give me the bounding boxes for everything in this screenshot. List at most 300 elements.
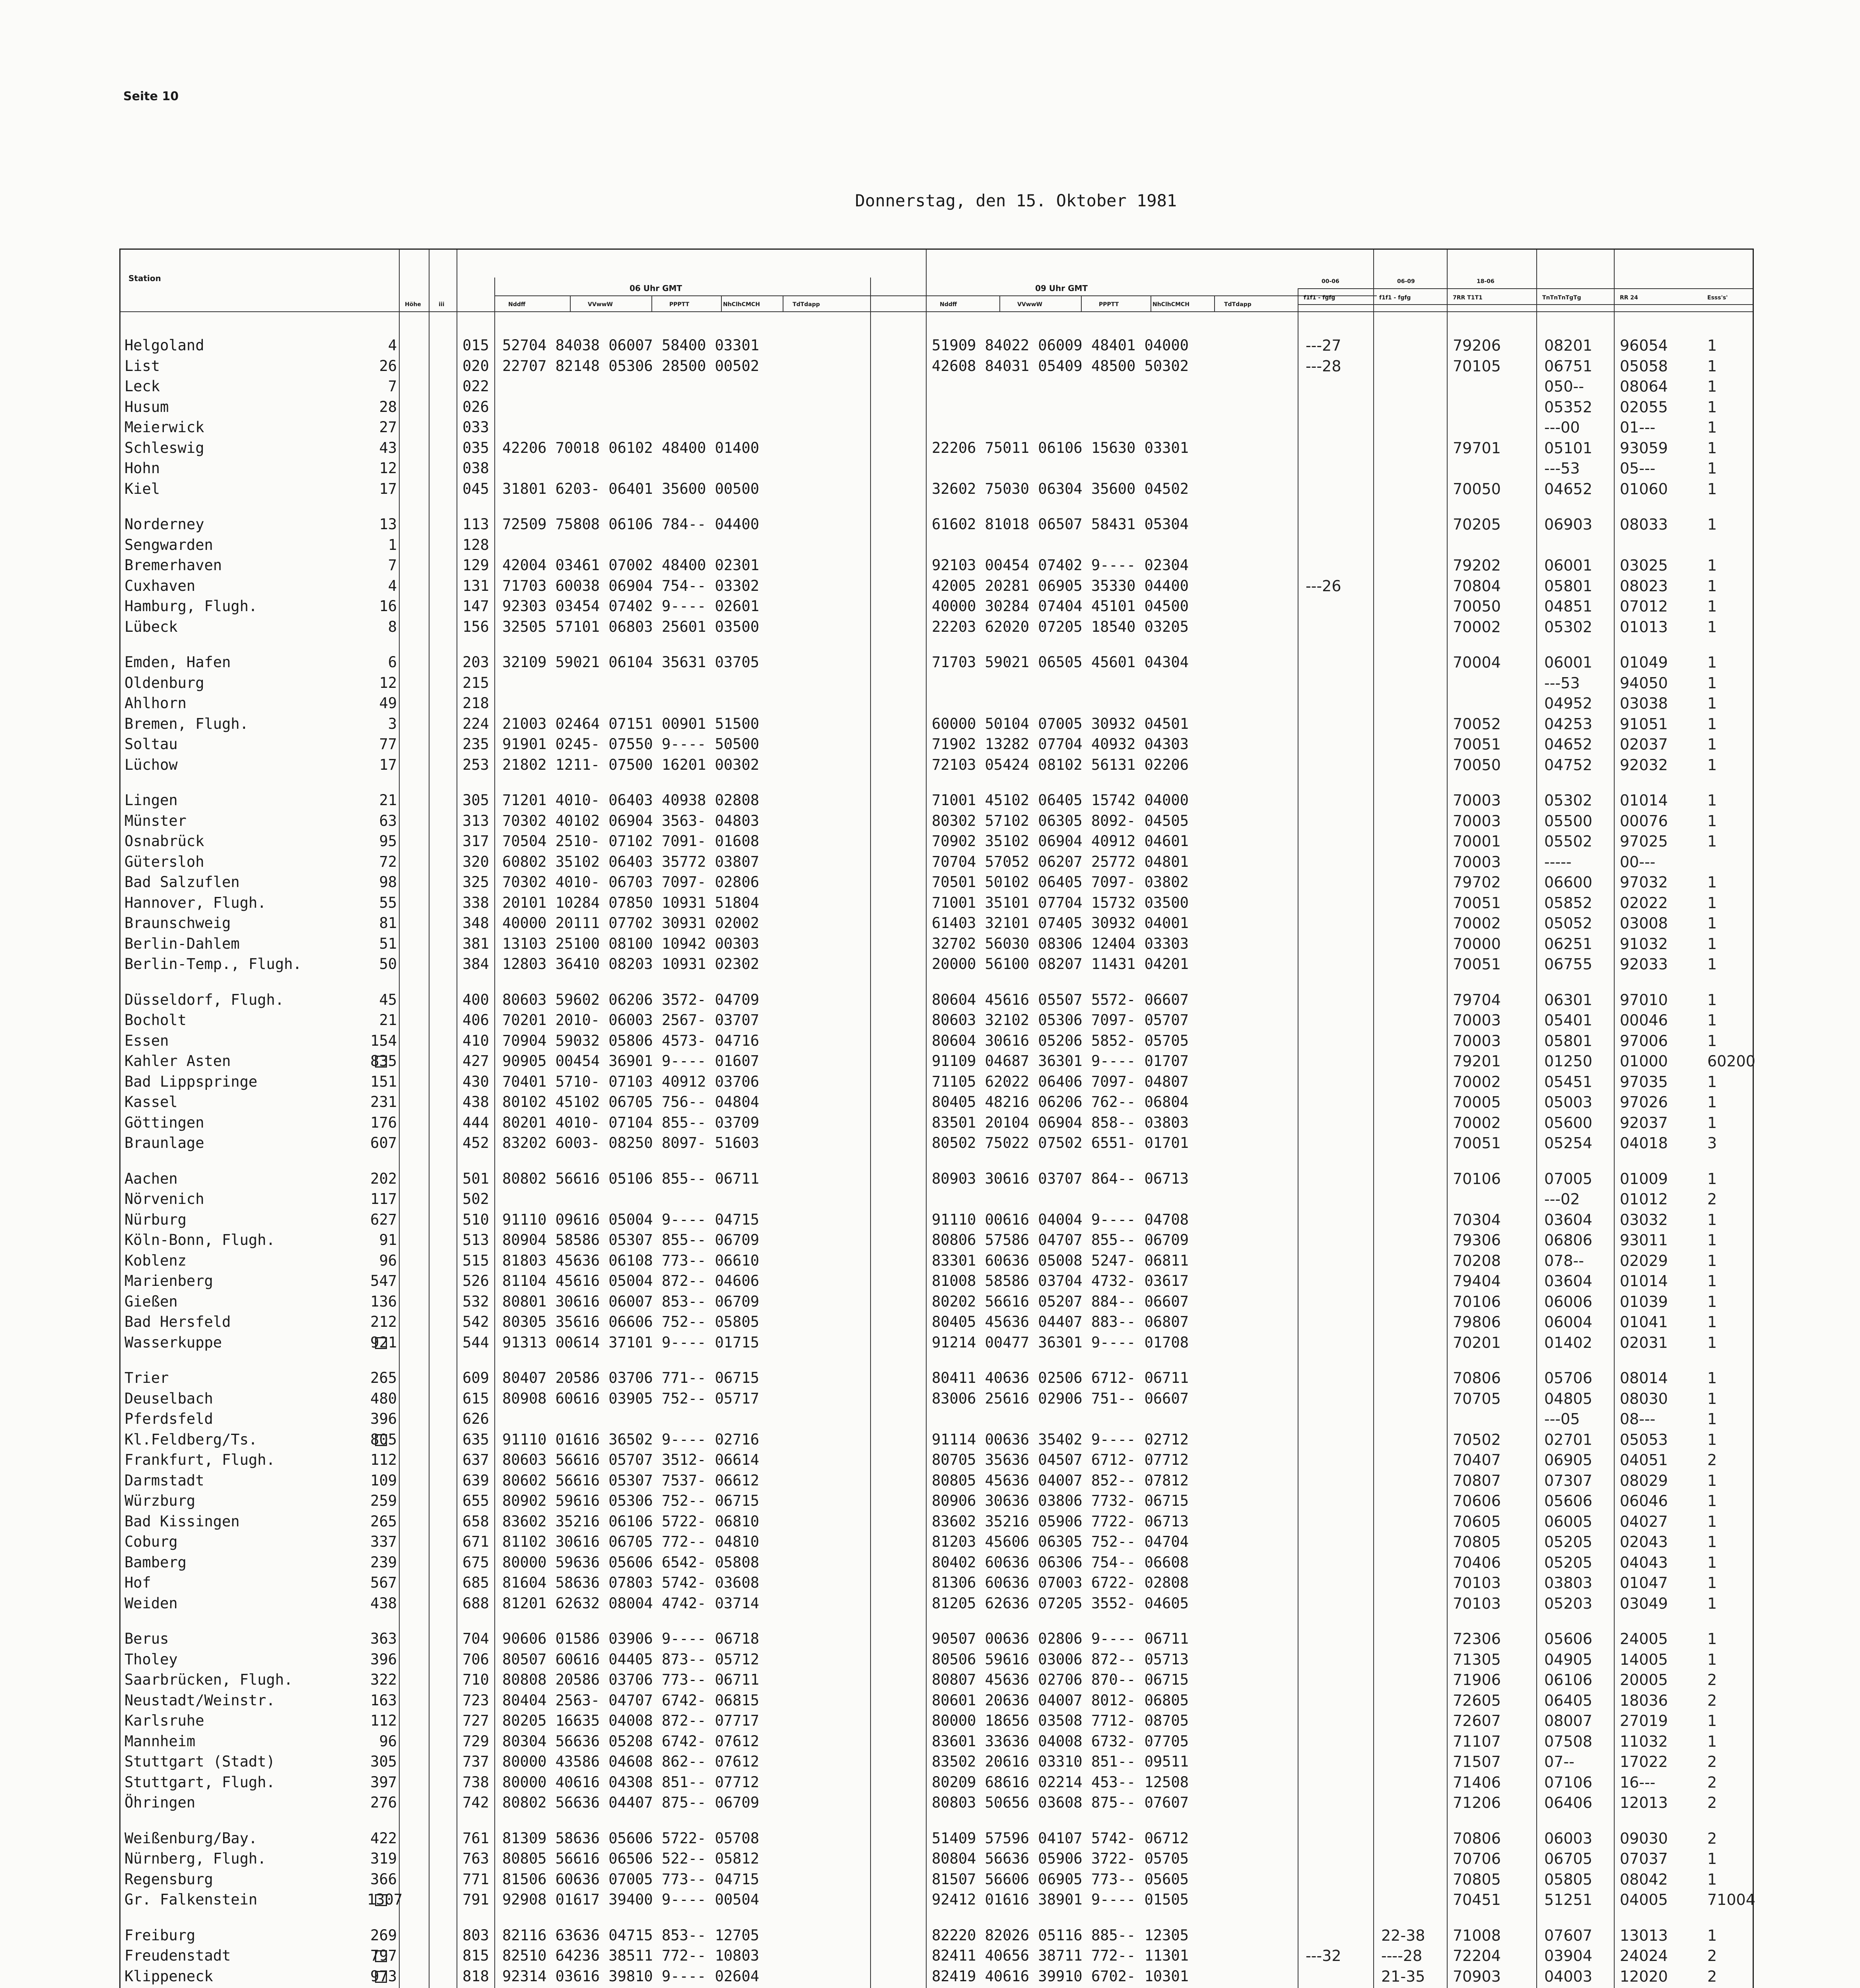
station-height (367, 1986, 397, 1988)
obs-06-gmt: 92908 01617 39400 9---- 00504 (502, 1891, 760, 1908)
table-row (121, 1409, 1755, 1429)
rr24: 27019 (1620, 1712, 1668, 1730)
temp-extremes: 05003 (1544, 1093, 1592, 1111)
rr-temp: 70451 (1453, 1891, 1501, 1908)
obs-09-gmt: 83502 20616 03310 851-- 09511 (932, 1753, 1189, 1770)
rr24 (1620, 1986, 1668, 1988)
rr-temp: 70106 (1453, 1293, 1501, 1310)
rr24: 08--- (1620, 1410, 1656, 1428)
rr24: 00076 (1620, 812, 1668, 830)
rr24: 00--- (1620, 853, 1656, 871)
station-height: 7 (388, 378, 397, 395)
table-row (121, 1271, 1755, 1291)
snow-code: 1 (1707, 1011, 1717, 1029)
station-number: 771 (463, 1870, 489, 1888)
temp-extremes: 05805 (1544, 1870, 1592, 1888)
snow-code: 1 (1707, 398, 1717, 416)
mountain-station-box-icon (375, 1337, 387, 1349)
rr-temp: 72607 (1453, 1712, 1501, 1730)
station-number: 035 (463, 439, 489, 456)
snow-code: 1 (1707, 1712, 1717, 1730)
table-row (121, 1751, 1755, 1772)
rr24: 01012 (1620, 1190, 1668, 1208)
table-row (121, 1731, 1755, 1752)
snow-code: 1 (1707, 439, 1717, 457)
rr24: 02037 (1620, 736, 1668, 753)
table-row (121, 934, 1755, 954)
snow-code: 1 (1707, 598, 1717, 615)
obs-06-gmt: 80201 4010- 07104 855-- 03709 (502, 1114, 760, 1131)
station-number: 235 (463, 736, 489, 753)
obs-06-gmt: 32109 59021 06104 35631 03705 (502, 654, 760, 671)
gust-col-1: f1f1 - fgfg (1304, 295, 1335, 301)
obs-06-gmt: 32505 57101 06803 25601 03500 (502, 618, 760, 635)
temp-extremes: 06751 (1544, 357, 1592, 375)
obs-09-gmt: 91114 00636 35402 9---- 02712 (932, 1431, 1189, 1448)
station-name: Hohn (124, 460, 160, 477)
station-number: 532 (463, 1293, 489, 1310)
obs-06-gmt: 70201 2010- 06003 2567- 03707 (502, 1011, 760, 1029)
station-number: 791 (463, 1891, 489, 1908)
snow-code: 3 (1707, 1134, 1717, 1152)
snow-code: 1 (1707, 1334, 1717, 1351)
temp-extremes: 05451 (1544, 1073, 1592, 1091)
station-number: 224 (463, 715, 489, 732)
station-height: 797 (370, 1947, 397, 1964)
station-name: List (124, 357, 160, 375)
snow-code: 1 (1707, 1272, 1717, 1290)
table-row (121, 535, 1755, 555)
station-number: 685 (463, 1574, 489, 1591)
snow-code: 1 (1707, 337, 1717, 354)
obs-06-gmt: 80507 60616 04405 873-- 05712 (502, 1650, 760, 1668)
obs-06-gmt: 72509 75808 06106 784-- 04400 (502, 516, 760, 533)
station-number: 803 (463, 1926, 489, 1944)
obs-09-gmt: 61602 81018 06507 58431 05304 (932, 516, 1189, 533)
rr24: 01009 (1620, 1170, 1668, 1188)
station-number: 313 (463, 812, 489, 829)
snow-code: 60200 (1707, 1052, 1755, 1070)
obs-06-gmt: 70302 40102 06904 3563- 04803 (502, 812, 760, 829)
snow-code: 1 (1707, 1293, 1717, 1310)
temp-extremes: 06405 (1544, 1691, 1592, 1709)
obs-06-gmt: 52704 84038 06007 58400 03301 (502, 337, 760, 354)
obs-09-gmt: 80604 45616 05507 5572- 06607 (932, 991, 1189, 1008)
station-number: 020 (463, 357, 489, 375)
temp-extremes: 06705 (1544, 1850, 1592, 1868)
station-number: 430 (463, 1073, 489, 1090)
station-height: 6 (388, 654, 397, 671)
rr-temp: 70002 (1453, 1114, 1501, 1132)
station-height: 98 (379, 874, 397, 891)
obs-06-gmt: 91110 01616 36502 9---- 02716 (502, 1431, 760, 1448)
table-row (121, 1772, 1755, 1793)
rr24: 92032 (1620, 756, 1668, 774)
temp-extremes: 08007 (1544, 1712, 1592, 1730)
rr-temp: 70606 (1453, 1492, 1501, 1510)
table-row (121, 514, 1755, 535)
snow-code: 1 (1707, 460, 1717, 477)
temp-extremes: 06251 (1544, 935, 1592, 953)
snow-code: 1 (1707, 991, 1717, 1009)
station-number: 128 (463, 536, 489, 553)
temp-extremes: 04652 (1544, 736, 1592, 753)
station-height: 202 (370, 1170, 397, 1187)
rr-temp: 70003 (1453, 1011, 1501, 1029)
table-row (121, 1010, 1755, 1031)
station-number: 737 (463, 1753, 489, 1770)
temp-extremes: ---53 (1544, 460, 1580, 477)
rr-temp: 72605 (1453, 1691, 1501, 1709)
temp-extremes: 05254 (1544, 1134, 1592, 1152)
station-height: 49 (379, 695, 397, 712)
station-name: Bad Kissingen (124, 1512, 240, 1530)
snow-code: 1 (1707, 557, 1717, 574)
rr-temp: 71906 (1453, 1671, 1501, 1689)
station-name: Darmstadt (124, 1472, 204, 1489)
rr24: 92033 (1620, 955, 1668, 973)
rr24: 94050 (1620, 674, 1668, 692)
obs-09-gmt: 72103 05424 08102 56131 02206 (932, 756, 1189, 773)
obs-09-gmt: 32702 56030 08306 12404 03303 (932, 935, 1189, 952)
table-row (121, 1649, 1755, 1670)
station-height: 112 (370, 1712, 397, 1729)
obs-06-gmt: 13103 25100 08100 10942 00303 (502, 935, 760, 952)
rr-temp: 70050 (1453, 480, 1501, 498)
mountain-station-box-icon (375, 1434, 387, 1446)
temp-extremes: 07508 (1544, 1732, 1592, 1750)
table-row (121, 954, 1755, 975)
obs-06-gmt: 81803 45636 06108 773-- 06610 (502, 1252, 760, 1269)
obs-06-gmt: 40000 20111 07702 30931 02002 (502, 914, 760, 932)
station-name: Marienberg (124, 1272, 213, 1289)
temp-extremes: 05302 (1544, 618, 1592, 636)
iii-header: iii (439, 301, 445, 308)
temp-extremes: 04952 (1544, 695, 1592, 712)
obs-09-gmt: 80804 56636 05906 3722- 05705 (932, 1850, 1189, 1867)
table-row (121, 1966, 1755, 1987)
temp-extremes: 06005 (1544, 1512, 1592, 1530)
rr-temp: 71107 (1453, 1732, 1501, 1750)
temp-extremes: ---00 (1544, 419, 1580, 436)
mountain-station-box-icon (375, 1056, 387, 1068)
snow-code: 1 (1707, 1594, 1717, 1612)
temp-extremes: 03604 (1544, 1272, 1592, 1290)
station-height: 567 (370, 1574, 397, 1591)
rr-temp: 70050 (1453, 598, 1501, 615)
station-number: 639 (463, 1472, 489, 1489)
obs-06-gmt: 91313 00614 37101 9---- 01715 (502, 1334, 760, 1351)
rr-temp: 70002 (1453, 1073, 1501, 1091)
station-name: Berlin-Dahlem (124, 935, 240, 952)
obs-09-gmt: 80806 57586 04707 855-- 06709 (932, 1231, 1189, 1248)
temp-extremes: 05502 (1544, 833, 1592, 850)
snow-code: 2 (1707, 1947, 1717, 1965)
obs-09-gmt: 80000 18656 03508 7712- 08705 (932, 1712, 1189, 1729)
table-row (121, 596, 1755, 617)
temp-extremes: 04905 (1544, 1650, 1592, 1668)
temp-extremes: 01250 (1544, 1052, 1592, 1070)
station-number: 406 (463, 1011, 489, 1029)
station-height: 212 (370, 1313, 397, 1330)
obs-09-gmt: 81507 56606 06905 773-- 05605 (932, 1870, 1189, 1888)
rr24: 03025 (1620, 557, 1668, 574)
temp-extremes: 05205 (1544, 1553, 1592, 1571)
station-number: 761 (463, 1829, 489, 1847)
rr-temp: 70903 (1453, 1967, 1501, 1985)
station-height: 81 (379, 914, 397, 932)
station-height: 547 (370, 1272, 397, 1289)
table-row (121, 1429, 1755, 1450)
station-name: Lübeck (124, 618, 178, 635)
station-height: 4 (388, 337, 397, 354)
rr24: 11032 (1620, 1732, 1668, 1750)
obs-06-gmt: 80902 59616 05306 752-- 06715 (502, 1492, 760, 1509)
station-number: 026 (463, 398, 489, 415)
station-name: Mannheim (124, 1732, 196, 1750)
snow-code: 1 (1707, 480, 1717, 498)
snow-code: 1 (1707, 833, 1717, 850)
table-row (121, 335, 1755, 356)
station-number: 502 (463, 1190, 489, 1208)
temp-extremes: 06006 (1544, 1293, 1592, 1310)
station-name: Deuselbach (124, 1390, 213, 1407)
rr24: 97026 (1620, 1093, 1668, 1111)
temp-extremes: 05052 (1544, 914, 1592, 932)
snow-code: 1 (1707, 1369, 1717, 1387)
temp-extremes: 05801 (1544, 1032, 1592, 1050)
temp-extremes: 05606 (1544, 1630, 1592, 1648)
obs-06-gmt: 21802 1211- 07500 16201 00302 (502, 756, 760, 773)
gust-00-06: ---26 (1306, 577, 1341, 595)
obs-09-gmt: 82220 82026 05116 885-- 12305 (932, 1926, 1189, 1944)
rr-temp: 70502 (1453, 1431, 1501, 1448)
snow-code: 1 (1707, 756, 1717, 774)
station-number (463, 1986, 489, 1988)
station-name: Gießen (124, 1293, 178, 1310)
table-row (121, 693, 1755, 714)
rr24: 05058 (1620, 357, 1668, 375)
station-number: 727 (463, 1712, 489, 1729)
obs-09-gmt: 71105 62022 06406 7097- 04807 (932, 1073, 1189, 1090)
station-name: Sengwarden (124, 536, 213, 553)
obs-09-gmt: 80405 45636 04407 883-- 06807 (932, 1313, 1189, 1330)
obs-06-gmt: 21003 02464 07151 00901 51500 (502, 715, 760, 732)
temp-extremes: 04003 (1544, 1967, 1592, 1985)
table-row (121, 1869, 1755, 1890)
col06-vvwww: VVwwW (588, 301, 613, 308)
temp-extremes: 07-- (1544, 1753, 1574, 1771)
obs-09-gmt: 83602 35216 05906 7722- 06713 (932, 1512, 1189, 1530)
obs-06-gmt: 60802 35102 06403 35772 03807 (502, 853, 760, 870)
obs-09-gmt: 91110 00616 04004 9---- 04708 (932, 1211, 1189, 1228)
rr24-col: RR 24 (1620, 295, 1638, 301)
station-name: Braunlage (124, 1134, 204, 1151)
station-height: 607 (370, 1134, 397, 1151)
rr-temp: 70806 (1453, 1829, 1501, 1847)
snow-code: 2 (1707, 1691, 1717, 1709)
obs-09-gmt: 91109 04687 36301 9---- 01707 (932, 1052, 1189, 1070)
snow-code: 1 (1707, 894, 1717, 912)
obs-06-gmt: 81102 30616 06705 772-- 04810 (502, 1533, 760, 1550)
obs-06-gmt: 80802 56636 04407 875-- 06709 (502, 1794, 760, 1811)
station-number: 038 (463, 460, 489, 477)
obs-06-gmt: 82116 63636 04715 853-- 12705 (502, 1926, 760, 1944)
temp-extremes: 06301 (1544, 991, 1592, 1009)
temp-col: TnTnTnTgTg (1542, 295, 1581, 301)
snow-code: 1 (1707, 1850, 1717, 1868)
station-height: 51 (379, 935, 397, 952)
rr24: 08029 (1620, 1472, 1668, 1489)
obs-09-gmt: 83601 33636 04008 6732- 07705 (932, 1732, 1189, 1750)
table-row (121, 555, 1755, 576)
table-row (121, 1925, 1755, 1946)
rr24: 08023 (1620, 577, 1668, 595)
table-row (121, 1031, 1755, 1051)
rr24: 01013 (1620, 618, 1668, 636)
station-number: 203 (463, 654, 489, 671)
table-row (121, 356, 1755, 377)
station-name: Bremerhaven (124, 557, 222, 574)
rr-temp: 79404 (1453, 1272, 1501, 1290)
temp-extremes: 03604 (1544, 1211, 1592, 1229)
observation-table (119, 248, 1754, 1988)
station-height: 112 (370, 1451, 397, 1468)
station-name: Freiburg (124, 1926, 196, 1944)
station-name: Hannover, Flugh. (124, 894, 266, 911)
station-height: 12 (379, 674, 397, 691)
station-name: Weißenburg/Bay. (124, 1829, 258, 1847)
snow-code: 1 (1707, 1926, 1717, 1944)
station-number: 320 (463, 853, 489, 870)
rr24: 97025 (1620, 833, 1668, 850)
obs-06-gmt: 80602 56616 05307 7537- 06612 (502, 1472, 760, 1489)
table-row (121, 1291, 1755, 1312)
table-row (121, 1133, 1755, 1153)
snow-code: 1 (1707, 1553, 1717, 1571)
rr24: 08033 (1620, 516, 1668, 533)
station-name: Gütersloh (124, 853, 204, 870)
rr24: 00046 (1620, 1011, 1668, 1029)
rr24: 02031 (1620, 1334, 1668, 1351)
table-row (121, 376, 1755, 397)
rr24: 01041 (1620, 1313, 1668, 1331)
rr-temp: 79701 (1453, 439, 1501, 457)
snow-code: 1 (1707, 419, 1717, 436)
station-number: 381 (463, 935, 489, 952)
station-height: 397 (370, 1773, 397, 1791)
station-number: 544 (463, 1334, 489, 1351)
gust-col-2: f1f1 - fgfg (1379, 295, 1411, 301)
rr24: 02029 (1620, 1252, 1668, 1270)
temp-extremes: 06755 (1544, 955, 1592, 973)
station-name: Bad Hersfeld (124, 1313, 231, 1330)
station-name: Kl.Feldberg/Ts. (124, 1431, 258, 1448)
snow-code: 1 (1707, 1390, 1717, 1408)
table-row (121, 1690, 1755, 1711)
station-height: 265 (370, 1512, 397, 1530)
station-name: Gr. Falkenstein (124, 1891, 258, 1908)
table-row (121, 1532, 1755, 1552)
station-number: 218 (463, 695, 489, 712)
rr-temp: 70201 (1453, 1334, 1501, 1351)
rr24: 01060 (1620, 480, 1668, 498)
station-number: 609 (463, 1369, 489, 1386)
obs-09-gmt: 71902 13282 07704 40932 04303 (932, 736, 1189, 753)
obs-09-gmt: 80202 56616 05207 884-- 06607 (932, 1293, 1189, 1310)
snow-code: 2 (1707, 1794, 1717, 1811)
col09-clouds: NhClhCMCH (1153, 301, 1189, 308)
station-height: 231 (370, 1093, 397, 1110)
obs-06-gmt: 80603 59602 06206 3572- 04709 (502, 991, 760, 1008)
temp-extremes: 05500 (1544, 812, 1592, 830)
station-name: Berlin-Temp., Flugh. (124, 955, 302, 973)
station-height: 72 (379, 853, 397, 870)
table-row (121, 811, 1755, 831)
station-name: Lüchow (124, 756, 178, 773)
station-height: 55 (379, 894, 397, 911)
obs-09-gmt: 20000 56100 08207 11431 04201 (932, 955, 1189, 973)
snow-code: 1 (1707, 1512, 1717, 1530)
gust-00-06: ---27 (1306, 337, 1341, 354)
obs-06-gmt: 81309 58636 05606 5722- 05708 (502, 1829, 760, 1847)
rr-temp: 72204 (1453, 1947, 1501, 1965)
station-height: 13 (379, 516, 397, 533)
temp-extremes: 06903 (1544, 516, 1592, 533)
station-height: 835 (370, 1052, 397, 1070)
station-height: 319 (370, 1850, 397, 1867)
snow-code: 1 (1707, 1032, 1717, 1050)
station-name: Hof (124, 1574, 151, 1591)
station-name: Karlsruhe (124, 1712, 204, 1729)
station-height: 43 (379, 439, 397, 456)
obs-09-gmt: 80603 32102 05306 7097- 05707 (932, 1011, 1189, 1029)
rr-temp: 70805 (1453, 1533, 1501, 1551)
station-height: 1307 (367, 1891, 403, 1908)
table-row (121, 872, 1755, 893)
rr-temp: 70208 (1453, 1252, 1501, 1270)
obs-09-gmt: 83301 60636 05008 5247- 06811 (932, 1252, 1189, 1269)
rr24: 03049 (1620, 1594, 1668, 1612)
temp-extremes: 04851 (1544, 598, 1592, 615)
rr-temp: 70051 (1453, 894, 1501, 912)
station-height: 396 (370, 1650, 397, 1668)
snow-code: 1 (1707, 1533, 1717, 1551)
rr-temp: 70103 (1453, 1574, 1501, 1592)
rr-temp: 79201 (1453, 1052, 1501, 1070)
report-date: Donnerstag, den 15. Oktober 1981 (855, 191, 1177, 210)
rr24: 12013 (1620, 1794, 1668, 1811)
station-name: Osnabrück (124, 833, 204, 850)
station-height: 95 (379, 833, 397, 850)
rr24: 02055 (1620, 398, 1668, 416)
obs-06-gmt: 81104 45616 05004 872-- 04606 (502, 1272, 760, 1289)
rr24: 09030 (1620, 1829, 1668, 1847)
rr24: 92037 (1620, 1114, 1668, 1132)
table-row (121, 479, 1755, 499)
obs-06-gmt: 42004 03461 07002 48400 02301 (502, 557, 760, 574)
station-name: Bremen, Flugh. (124, 715, 249, 732)
station-name: Meierwick (124, 419, 204, 436)
obs-06-gmt: 80904 58586 05307 855-- 06709 (502, 1231, 760, 1248)
station-height: 176 (370, 1114, 397, 1131)
rr-temp: 71305 (1453, 1650, 1501, 1668)
obs-06-gmt: 70302 4010- 06703 7097- 02806 (502, 874, 760, 891)
temp-extremes: 03904 (1544, 1947, 1592, 1965)
station-number: 317 (463, 833, 489, 850)
table-row (121, 417, 1755, 438)
gust-06-09: ----28 (1381, 1947, 1423, 1965)
